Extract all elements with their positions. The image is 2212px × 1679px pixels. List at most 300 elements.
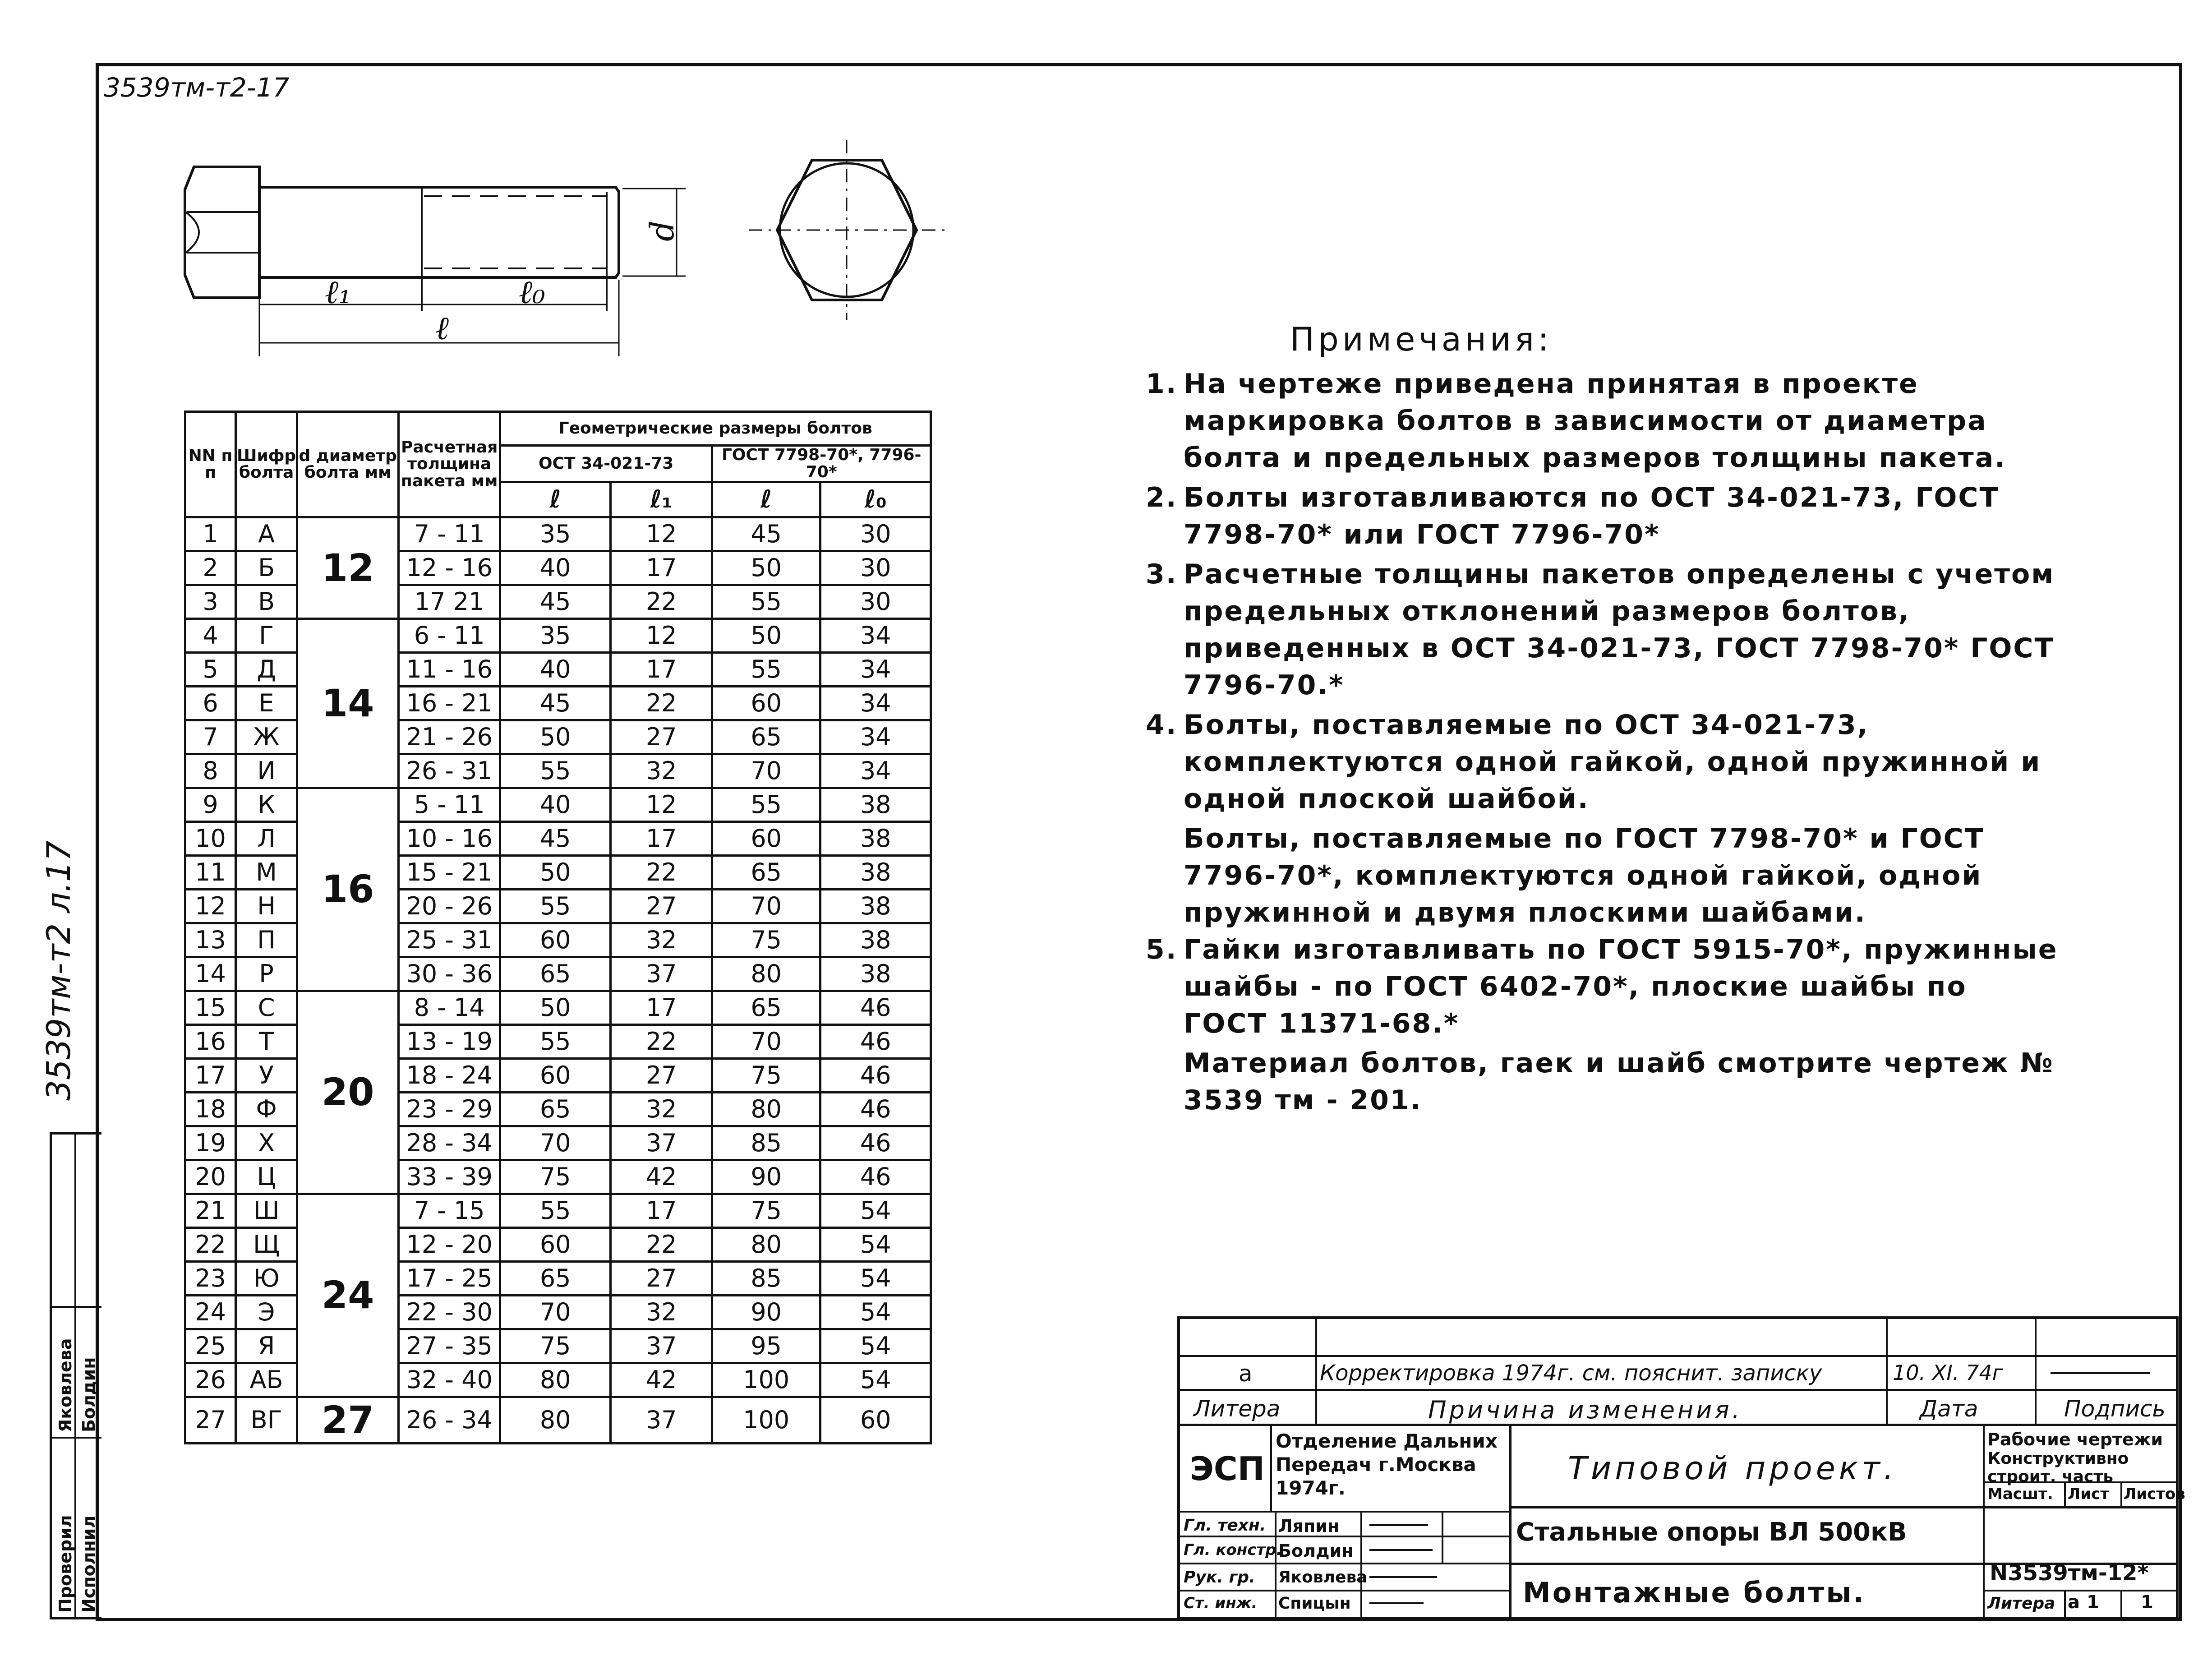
cell-l-gost: 50 [712,618,820,652]
cell-diameter: 16 [297,788,399,991]
cell-package: 27 - 35 [399,1329,500,1363]
cell-l1-ost: 17 [611,652,712,686]
litera-label: Литера [1987,1594,2055,1613]
drawing-title: Монтажные болты. [1523,1576,1866,1609]
cell-package: 8 - 14 [399,991,500,1024]
table-row [185,923,931,957]
rev-date: 10. XI. 74г [1893,1361,2003,1385]
cell-cipher: Ц [236,1160,297,1194]
cell-cipher: П [236,923,297,957]
note-extra-text: Материал болтов, гаек и шайб смотрите чертеж № 3539 тм - 201. [1184,1047,2054,1116]
table-row [185,720,931,754]
cell-l1-ost: 12 [611,618,712,652]
document-number: 3539тм-т2-17 [104,72,290,103]
cell-cipher: ВГ [236,1397,297,1443]
cell-number: 12 [185,889,236,923]
cell-l0-gost: 60 [820,1397,931,1443]
cell-l-ost: 70 [500,1295,611,1329]
cell-package: 28 - 34 [399,1126,500,1160]
cell-cipher: И [236,754,297,788]
cell-l-gost: 65 [712,720,820,754]
table-row [185,1295,931,1329]
cell-l1-ost: 17 [611,551,712,585]
cell-l-gost: 65 [712,991,820,1024]
cell-l-gost: 80 [712,1092,820,1126]
cell-l-gost: 85 [712,1261,820,1295]
header-date: Дата [1920,1396,1978,1422]
cell-cipher: Щ [236,1227,297,1261]
cell-number: 21 [185,1194,236,1227]
cell-l0-gost: 46 [820,1058,931,1092]
cell-number: 14 [185,957,236,991]
cell-l-gost: 100 [712,1363,820,1397]
cell-package: 12 - 20 [399,1227,500,1261]
cell-l0-gost: 46 [820,1160,931,1194]
cell-package: 17 - 25 [399,1261,500,1295]
note-item [1146,706,2061,817]
cell-l1-ost: 22 [611,686,712,720]
subject: Стальные опоры ВЛ 500кВ [1516,1518,1907,1547]
executed-name: Болдин [79,1357,99,1432]
col-l-gost: ℓ [712,482,820,517]
rev-signature [2051,1372,2150,1374]
cell-l-gost: 55 [712,585,820,618]
cell-l-gost: 70 [712,1024,820,1058]
table-row [185,1227,931,1261]
cell-l-ost: 60 [500,923,611,957]
cell-l-ost: 35 [500,517,611,551]
cell-l1-ost: 27 [611,720,712,754]
cell-cipher: Г [236,618,297,652]
cell-package: 22 - 30 [399,1295,500,1329]
cell-l1-ost: 37 [611,1329,712,1363]
table-row [185,754,931,788]
cell-l0-gost: 34 [820,686,931,720]
cell-cipher: Ж [236,720,297,754]
cell-diameter: 20 [297,991,399,1194]
cell-l1-ost: 12 [611,517,712,551]
cell-l-gost: 70 [712,889,820,923]
note-text: На чертеже приведена принятая в проекте маркировка болтов в зависимости от диаметра болта и предельных размеров толщины пакета. [1184,368,2006,474]
project-type: Типовой проект. [1568,1450,1898,1487]
signature-3 [1369,1576,1437,1578]
cell-number: 19 [185,1126,236,1160]
cell-cipher: Л [236,821,297,855]
cell-cipher: Р [236,957,297,991]
cell-l-ost: 55 [500,889,611,923]
cell-l-gost: 65 [712,855,820,889]
cell-diameter: 12 [297,517,399,618]
cell-package: 12 - 16 [399,551,500,585]
table-row [185,1024,931,1058]
cell-number: 9 [185,788,236,821]
bolt-table [184,411,932,1444]
role-2: Гл. констр. [1184,1541,1282,1559]
cell-number: 23 [185,1261,236,1295]
cell-package: 7 - 11 [399,517,500,551]
note-item [1146,931,2061,1042]
org-code: ЭСП [1190,1450,1265,1488]
checked-label: Проверил [55,1515,75,1613]
cell-number: 10 [185,821,236,855]
table-row [185,821,931,855]
title-block [1177,1316,2185,1619]
header-litera: Литера [1194,1396,1281,1422]
dim-d-label: d [643,220,682,242]
name-1: Ляпин [1278,1516,1340,1536]
cell-l-gost: 45 [712,517,820,551]
table-row [185,652,931,686]
cell-l-gost: 50 [712,551,820,585]
cell-package: 21 - 26 [399,720,500,754]
table-row [185,788,931,821]
cell-l-gost: 70 [712,754,820,788]
cell-package: 6 - 11 [399,618,500,652]
cell-l-ost: 45 [500,821,611,855]
table-row [185,686,931,720]
cell-l-gost: 75 [712,1058,820,1092]
cell-cipher: Н [236,889,297,923]
cell-l-gost: 80 [712,957,820,991]
cell-number: 2 [185,551,236,585]
table-row [185,957,931,991]
cell-l-gost: 95 [712,1329,820,1363]
note-number: 3. [1146,558,1178,590]
note-item [1146,365,2061,476]
note-item [1146,556,2061,704]
cell-package: 10 - 16 [399,821,500,855]
col-l1: ℓ₁ [611,482,712,517]
cell-number: 8 [185,754,236,788]
table-row [185,991,931,1024]
cell-package: 32 - 40 [399,1363,500,1397]
cell-number: 18 [185,1092,236,1126]
table-row [185,1329,931,1363]
header-scale: Масшт. [1987,1485,2053,1503]
cell-cipher: Ш [236,1194,297,1227]
cell-cipher: Т [236,1024,297,1058]
cell-l-gost: 55 [712,652,820,686]
cell-l-ost: 50 [500,720,611,754]
cell-number: 25 [185,1329,236,1363]
cell-l-gost: 80 [712,1227,820,1261]
cell-number: 22 [185,1227,236,1261]
cell-number: 27 [185,1397,236,1443]
cell-l1-ost: 22 [611,585,712,618]
cell-l1-ost: 22 [611,855,712,889]
cell-cipher: С [236,991,297,1024]
cell-l-ost: 80 [500,1363,611,1397]
cell-l1-ost: 22 [611,1227,712,1261]
col-package: Расчетная толщина пакета мм [399,412,500,517]
name-3: Яковлева [1278,1568,1368,1587]
col-l: ℓ [500,482,611,517]
table-row [185,855,931,889]
dim-l0-label: ℓ₀ [519,273,545,311]
note-item [1146,479,2061,553]
cell-number: 20 [185,1160,236,1194]
cell-l0-gost: 34 [820,618,931,652]
cell-cipher: В [236,585,297,618]
table-row [185,517,931,551]
cell-l-gost: 85 [712,1126,820,1160]
cell-l0-gost: 38 [820,821,931,855]
signature-4 [1369,1602,1424,1604]
cell-l0-gost: 30 [820,585,931,618]
cell-number: 15 [185,991,236,1024]
litera-value: а [2068,1592,2080,1613]
cell-l-gost: 55 [712,788,820,821]
cell-l1-ost: 27 [611,1058,712,1092]
sheet-value: 1 [2087,1592,2099,1613]
drawing-number: N3539тм-12* [1990,1560,2149,1586]
cell-l-ost: 65 [500,1261,611,1295]
cell-package: 17 21 [399,585,500,618]
table-row [185,1397,931,1443]
role-1: Гл. техн. [1184,1516,1266,1535]
cell-cipher: Ю [236,1261,297,1295]
cell-l1-ost: 17 [611,1194,712,1227]
cell-l-ost: 65 [500,1092,611,1126]
cell-cipher: Д [236,652,297,686]
cell-l0-gost: 54 [820,1329,931,1363]
bolt-table-body [185,517,931,1443]
cell-number: 4 [185,618,236,652]
notes-list [1146,365,2061,1119]
cell-l0-gost: 54 [820,1227,931,1261]
cell-cipher: М [236,855,297,889]
cell-l-ost: 60 [500,1227,611,1261]
table-row [185,1092,931,1126]
table-row [185,1160,931,1194]
rev-letter: а [1239,1361,1253,1387]
table-row [185,585,931,618]
col-cipher: Шифр болта [236,412,297,517]
cell-l0-gost: 34 [820,720,931,754]
cell-l1-ost: 32 [611,754,712,788]
cell-l1-ost: 32 [611,923,712,957]
note-number: 1. [1146,368,1178,400]
header-sign: Подпись [2064,1396,2166,1422]
cell-package: 26 - 34 [399,1397,500,1443]
cell-l1-ost: 27 [611,1261,712,1295]
cell-l-ost: 45 [500,585,611,618]
header-reason: Причина изменения. [1428,1396,1742,1424]
cell-l0-gost: 54 [820,1194,931,1227]
cell-l-ost: 75 [500,1160,611,1194]
cell-cipher: У [236,1058,297,1092]
cell-l0-gost: 30 [820,551,931,585]
col-nn: NN п п [185,412,236,517]
col-ost: ОСТ 34-021-73 [500,446,712,482]
cell-diameter: 27 [297,1397,399,1443]
executed-label: Исполнил [79,1515,99,1613]
cell-l-ost: 55 [500,1194,611,1227]
rev-text: Корректировка 1974г. см. пояснит. записку [1320,1361,1822,1386]
cell-l-ost: 55 [500,1024,611,1058]
cell-cipher: АБ [236,1363,297,1397]
cell-l0-gost: 54 [820,1261,931,1295]
cell-l1-ost: 17 [611,821,712,855]
cell-number: 17 [185,1058,236,1092]
checked-name: Яковлева [55,1338,75,1432]
cell-l-ost: 70 [500,1126,611,1160]
cell-l0-gost: 34 [820,652,931,686]
note-text: Болты изготавливаются по ОСТ 34-021-73, ГОСТ 7798-70* или ГОСТ 7796-70* [1184,482,2000,550]
note-text: Болты, поставляемые по ОСТ 34-021-73, комплектуются одной гайкой, одной пружинной и одной плоской шайбой. [1184,709,2041,815]
cell-l-gost: 90 [712,1160,820,1194]
role-4: Ст. инж. [1184,1594,1258,1612]
table-row [185,1194,931,1227]
cell-number: 7 [185,720,236,754]
table-row [185,1058,931,1092]
table-row [185,1126,931,1160]
cell-number: 16 [185,1024,236,1058]
col-l0: ℓ₀ [820,482,931,517]
cell-l-gost: 60 [712,821,820,855]
col-diameter: d диаметр болта мм [297,412,399,517]
cell-l1-ost: 37 [611,1397,712,1443]
cell-l0-gost: 38 [820,855,931,889]
cell-package: 7 - 15 [399,1194,500,1227]
cell-l1-ost: 17 [611,991,712,1024]
cell-diameter: 14 [297,618,399,788]
cell-l0-gost: 38 [820,889,931,923]
name-2: Болдин [1278,1541,1354,1561]
cell-l-ost: 40 [500,788,611,821]
cell-l0-gost: 46 [820,1126,931,1160]
cell-package: 16 - 21 [399,686,500,720]
cell-l-gost: 100 [712,1397,820,1443]
header-sheets: Листов [2124,1485,2185,1503]
cell-l-ost: 65 [500,957,611,991]
cell-cipher: А [236,517,297,551]
cell-cipher: Б [236,551,297,585]
sheets-value: 1 [2141,1592,2153,1613]
cell-l0-gost: 46 [820,1092,931,1126]
cell-l0-gost: 46 [820,1024,931,1058]
cell-l-ost: 60 [500,1058,611,1092]
note-extra-text: Болты, поставляемые по ГОСТ 7798-70* и ГОСТ 7796-70*, комплектуются одной гайкой, одной пружинной и двумя плоскими шайбами. [1184,823,1985,928]
notes-title: Примечания: [1290,320,1553,358]
cell-l-ost: 50 [500,855,611,889]
cell-package: 23 - 29 [399,1092,500,1126]
cell-package: 25 - 31 [399,923,500,957]
cell-l0-gost: 38 [820,923,931,957]
signature-1 [1369,1524,1428,1526]
col-geometry: Геометрические размеры болтов [500,412,931,446]
table-row [185,1261,931,1295]
role-3: Рук. гр. [1184,1568,1255,1587]
cell-l1-ost: 37 [611,957,712,991]
dim-l1-label: ℓ₁ [325,273,351,311]
cell-l1-ost: 22 [611,1024,712,1058]
note-text: Расчетные толщины пакетов определены с учетом предельных отклонений размеров болтов, приведенных в ОСТ 34-021-73, ГОСТ 7798-70* ГОСТ 7796-70.* [1184,558,2055,701]
cell-l-ost: 45 [500,686,611,720]
cell-cipher: Я [236,1329,297,1363]
cell-l-gost: 75 [712,923,820,957]
cell-l0-gost: 34 [820,754,931,788]
cell-l-ost: 75 [500,1329,611,1363]
cell-l-ost: 50 [500,991,611,1024]
cell-l-ost: 40 [500,652,611,686]
cell-number: 24 [185,1295,236,1329]
name-4: Спицын [1278,1594,1351,1613]
cell-package: 18 - 24 [399,1058,500,1092]
table-row [185,618,931,652]
cell-package: 5 - 11 [399,788,500,821]
cell-l-ost: 40 [500,551,611,585]
cell-l1-ost: 32 [611,1295,712,1329]
cell-l0-gost: 46 [820,991,931,1024]
sheet-type: Рабочие чертежи [1987,1430,2163,1449]
cell-l1-ost: 27 [611,889,712,923]
table-row [185,889,931,923]
cell-l0-gost: 54 [820,1295,931,1329]
cell-l-ost: 35 [500,618,611,652]
section-name: Конструктивно строит. часть [1987,1449,2129,1486]
side-document-code: 3539тм-т2 л.17 [40,840,78,1101]
cell-l1-ost: 37 [611,1126,712,1160]
cell-l-gost: 75 [712,1194,820,1227]
cell-l1-ost: 12 [611,788,712,821]
cell-l0-gost: 38 [820,788,931,821]
table-row [185,1363,931,1397]
cell-l0-gost: 38 [820,957,931,991]
table-row [185,551,931,585]
cell-cipher: Е [236,686,297,720]
cell-number: 13 [185,923,236,957]
cell-number: 3 [185,585,236,618]
cell-l-gost: 60 [712,686,820,720]
cell-l-gost: 90 [712,1295,820,1329]
note-number: 2. [1146,482,1178,513]
cell-l-ost: 80 [500,1397,611,1443]
cell-l0-gost: 54 [820,1363,931,1397]
bolt-shank [259,187,619,277]
col-gost: ГОСТ 7798-70*, 7796-70* [712,446,931,482]
cell-diameter: 24 [297,1194,399,1397]
note-text: Гайки изготавливать по ГОСТ 5915-70*, пружинные шайбы - по ГОСТ 6402-70*, плоские шайбы по ГОСТ 11371-68.* [1184,934,2058,1039]
org-name: Отделение Дальних Передач г.Москва 1974г. [1276,1430,1498,1499]
cell-number: 5 [185,652,236,686]
cell-l1-ost: 42 [611,1160,712,1194]
note-number: 4. [1146,709,1178,741]
cell-number: 26 [185,1363,236,1397]
cell-l0-gost: 30 [820,517,931,551]
bolt-head [185,167,259,298]
cell-package: 11 - 16 [399,652,500,686]
cell-number: 11 [185,855,236,889]
cell-package: 15 - 21 [399,855,500,889]
cell-package: 20 - 26 [399,889,500,923]
note-number: 5. [1146,934,1178,965]
signature-2 [1369,1549,1433,1551]
cell-package: 30 - 36 [399,957,500,991]
cell-number: 1 [185,517,236,551]
header-sheet: Лист [2068,1485,2109,1503]
cell-number: 6 [185,686,236,720]
cell-cipher: К [236,788,297,821]
cell-cipher: Э [236,1295,297,1329]
cell-l1-ost: 42 [611,1363,712,1397]
cell-package: 13 - 19 [399,1024,500,1058]
dim-l-label: ℓ [435,309,449,347]
cell-package: 26 - 31 [399,754,500,788]
cell-cipher: Х [236,1126,297,1160]
cell-l1-ost: 32 [611,1092,712,1126]
cell-cipher: Ф [236,1092,297,1126]
